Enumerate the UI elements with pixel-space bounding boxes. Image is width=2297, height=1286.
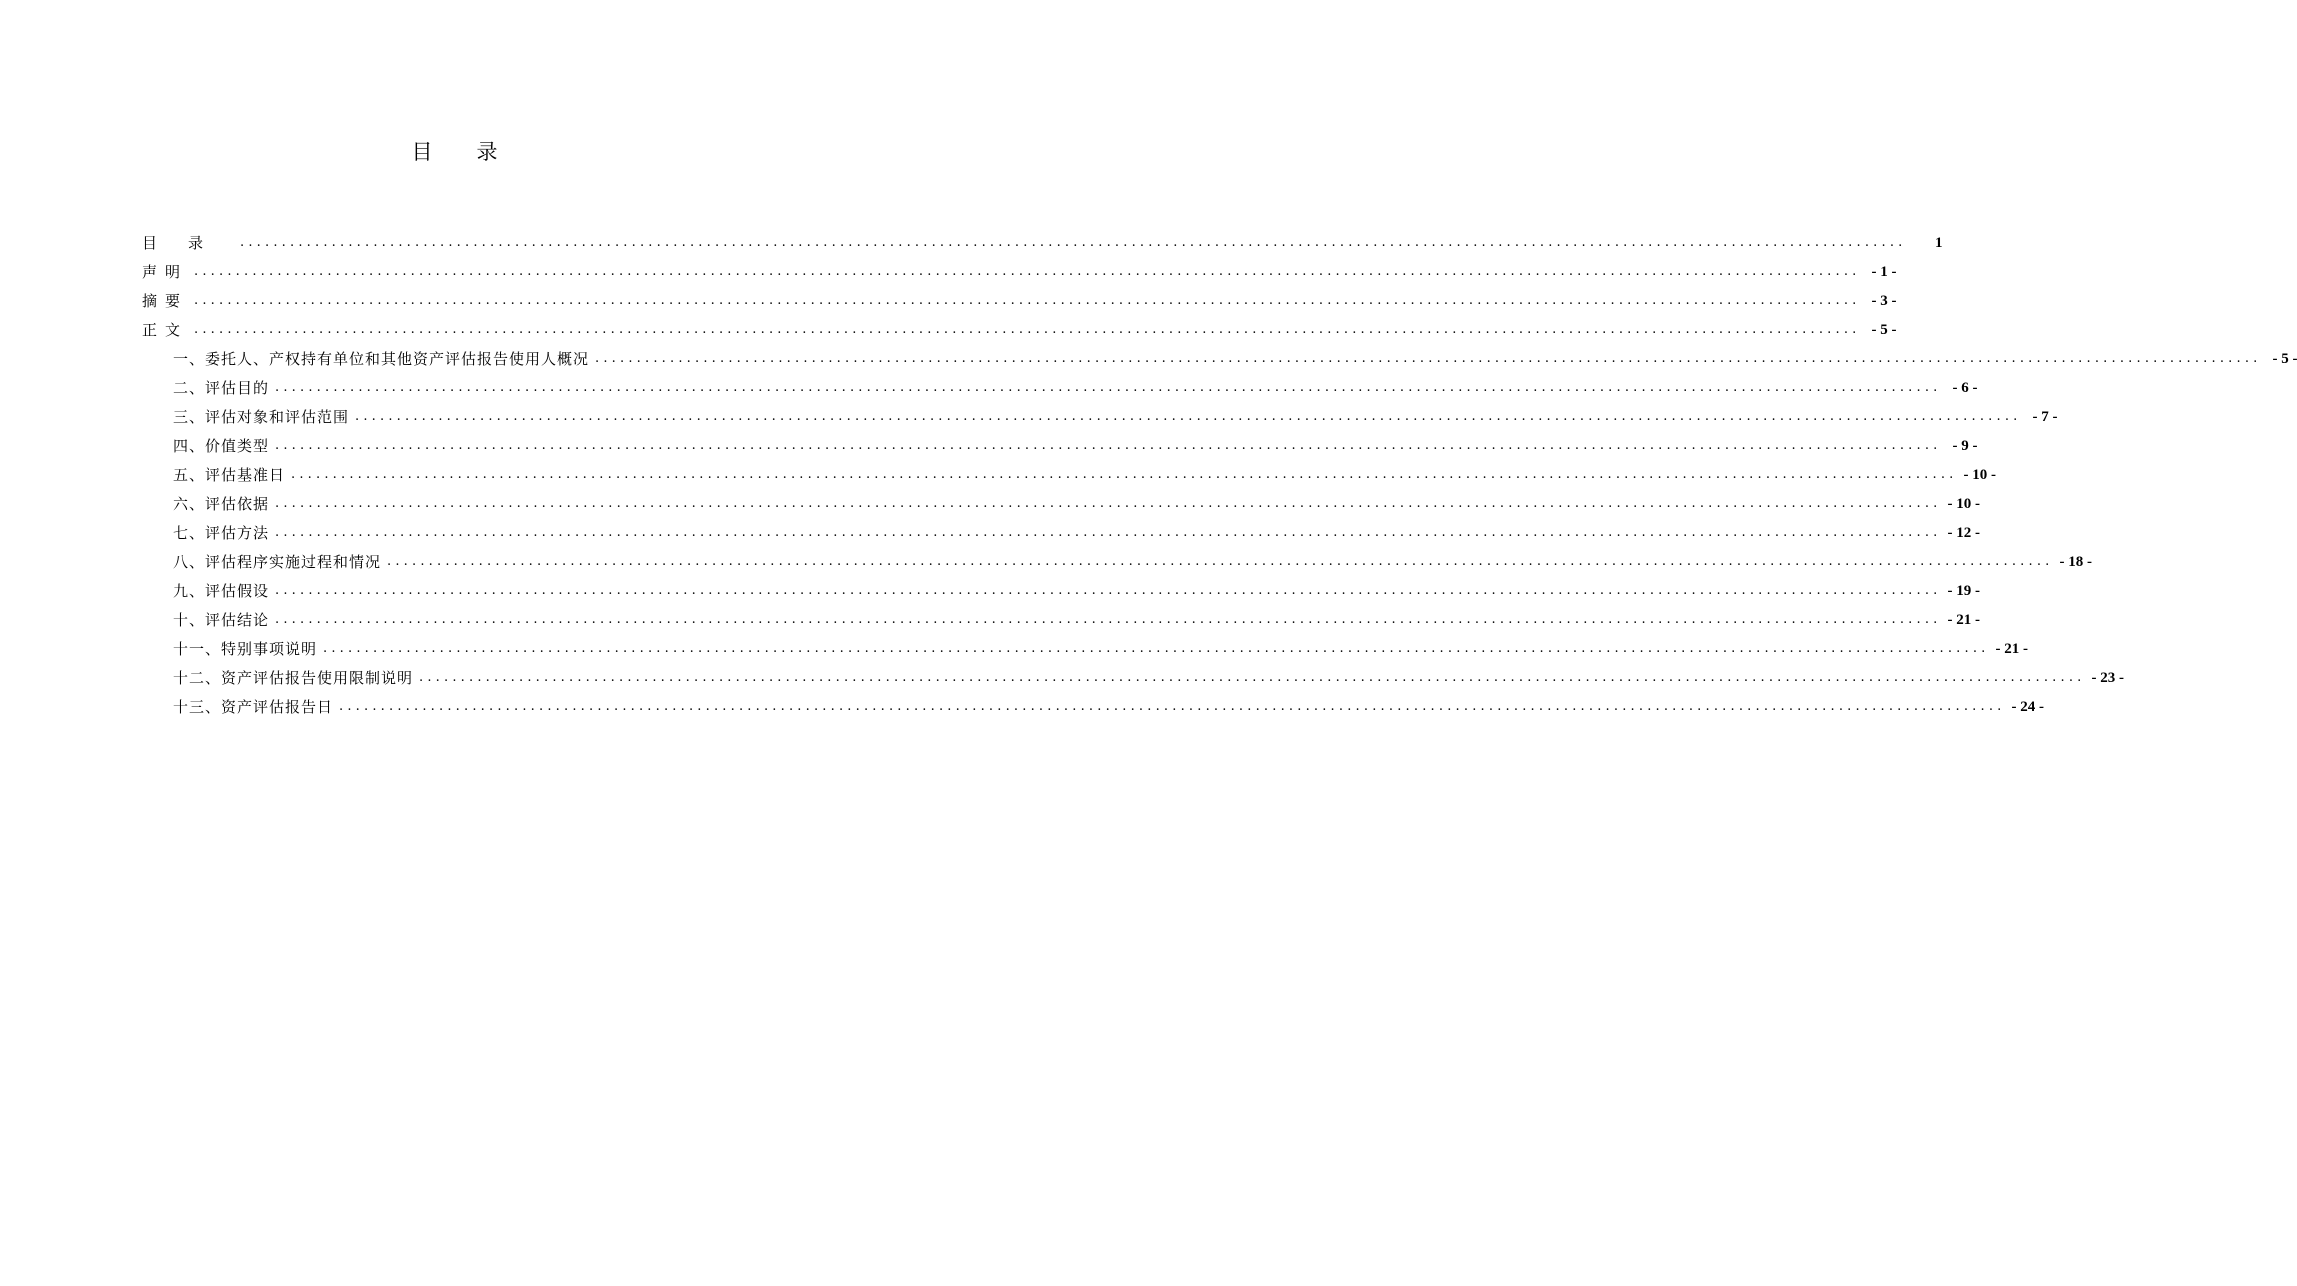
toc-entry-section-12[interactable] [142, 659, 2124, 688]
toc-entry-label: 六、评估依据 [173, 495, 270, 513]
toc-leader-dots: ........................................................................................................................................................................................................ [194, 293, 1861, 308]
toc-entry-label: 七、评估方法 [173, 524, 270, 542]
toc-entry-page: - 3 - [1871, 293, 1897, 309]
toc-leader-dots: ........................................................................................................................................................................................................ [240, 235, 1907, 250]
toc-entry-label: 五、评估基准日 [173, 466, 286, 484]
toc-entry-section-11[interactable] [142, 630, 2028, 659]
toc-entry-contents[interactable] [142, 224, 1943, 253]
toc-entry-label: 摘要 [142, 292, 189, 310]
toc-entry-page: - 9 - [1952, 438, 1978, 454]
toc-entry-section-1[interactable] [142, 340, 2297, 369]
toc-entry-section-8[interactable] [142, 543, 2092, 572]
toc-leader-dots: ........................................................................................................................................................................................................ [355, 409, 2022, 424]
toc-leader-dots: ........................................................................................................................................................................................................ [194, 264, 1861, 279]
toc-entry-label: 八、评估程序实施过程和情况 [173, 553, 382, 571]
toc-entry-label: 十、评估结论 [173, 611, 270, 629]
toc-entry-statement[interactable] [142, 253, 1897, 282]
table-of-contents [142, 224, 2297, 717]
toc-entry-page: - 6 - [1952, 380, 1978, 396]
toc-entry-section-3[interactable] [142, 398, 2058, 427]
toc-entry-label: 十二、资产评估报告使用限制说明 [173, 669, 414, 687]
toc-leader-dots: ........................................................................................................................................................................................................ [275, 438, 1942, 453]
page-title: 目录 [411, 140, 542, 164]
toc-entry-label: 三、评估对象和评估范围 [173, 408, 350, 426]
toc-entry-section-7[interactable] [142, 514, 1980, 543]
toc-entry-section-4[interactable] [142, 427, 1978, 456]
toc-entry-label: 二、评估目的 [173, 379, 270, 397]
toc-entry-body[interactable] [142, 311, 1897, 340]
toc-leader-dots: ........................................................................................................................................................................................................ [595, 351, 2262, 366]
toc-entry-label: 目录 [142, 234, 235, 252]
toc-leader-dots: ........................................................................................................................................................................................................ [275, 525, 1942, 540]
toc-entry-page: - 5 - [2272, 351, 2297, 367]
toc-entry-page: - 18 - [2059, 554, 2092, 570]
toc-entry-section-9[interactable] [142, 572, 1980, 601]
toc-leader-dots: ........................................................................................................................................................................................................ [275, 380, 1942, 395]
toc-entry-page: - 21 - [1995, 641, 2028, 657]
toc-entry-page: - 5 - [1871, 322, 1897, 338]
toc-leader-dots: ........................................................................................................................................................................................................ [291, 467, 1958, 482]
toc-leader-dots: ........................................................................................................................................................................................................ [275, 583, 1942, 598]
toc-leader-dots: ........................................................................................................................................................................................................ [339, 699, 2006, 714]
toc-entry-page: - 23 - [2091, 670, 2124, 686]
toc-entry-label: 一、委托人、产权持有单位和其他资产评估报告使用人概况 [173, 350, 590, 368]
toc-entry-label: 正文 [142, 321, 189, 339]
toc-entry-label: 十三、资产评估报告日 [173, 698, 334, 716]
toc-leader-dots: ........................................................................................................................................................................................................ [419, 670, 2086, 685]
toc-entry-page: - 12 - [1947, 525, 1980, 541]
toc-entry-page: - 19 - [1947, 583, 1980, 599]
toc-entry-label: 九、评估假设 [173, 582, 270, 600]
toc-leader-dots: ........................................................................................................................................................................................................ [275, 612, 1942, 627]
toc-entry-page: - 24 - [2011, 699, 2044, 715]
toc-entry-page: 1 [1934, 235, 1943, 251]
toc-entry-section-6[interactable] [142, 485, 1980, 514]
toc-entry-label: 声明 [142, 263, 189, 281]
toc-entry-section-2[interactable] [142, 369, 1978, 398]
toc-entry-section-5[interactable] [142, 456, 1996, 485]
toc-entry-page: - 7 - [2032, 409, 2058, 425]
toc-leader-dots: ........................................................................................................................................................................................................ [387, 554, 2054, 569]
toc-entry-label: 四、价值类型 [173, 437, 270, 455]
toc-entry-section-13[interactable] [142, 688, 2044, 717]
toc-leader-dots: ........................................................................................................................................................................................................ [323, 641, 1990, 656]
toc-entry-section-10[interactable] [142, 601, 1980, 630]
toc-entry-page: - 10 - [1963, 467, 1996, 483]
toc-entry-summary[interactable] [142, 282, 1897, 311]
toc-entry-label: 十一、特别事项说明 [173, 640, 318, 658]
toc-leader-dots: ........................................................................................................................................................................................................ [275, 496, 1942, 511]
toc-leader-dots: ........................................................................................................................................................................................................ [194, 322, 1861, 337]
toc-entry-page: - 1 - [1871, 264, 1897, 280]
toc-entry-page: - 10 - [1947, 496, 1980, 512]
toc-entry-page: - 21 - [1947, 612, 1980, 628]
